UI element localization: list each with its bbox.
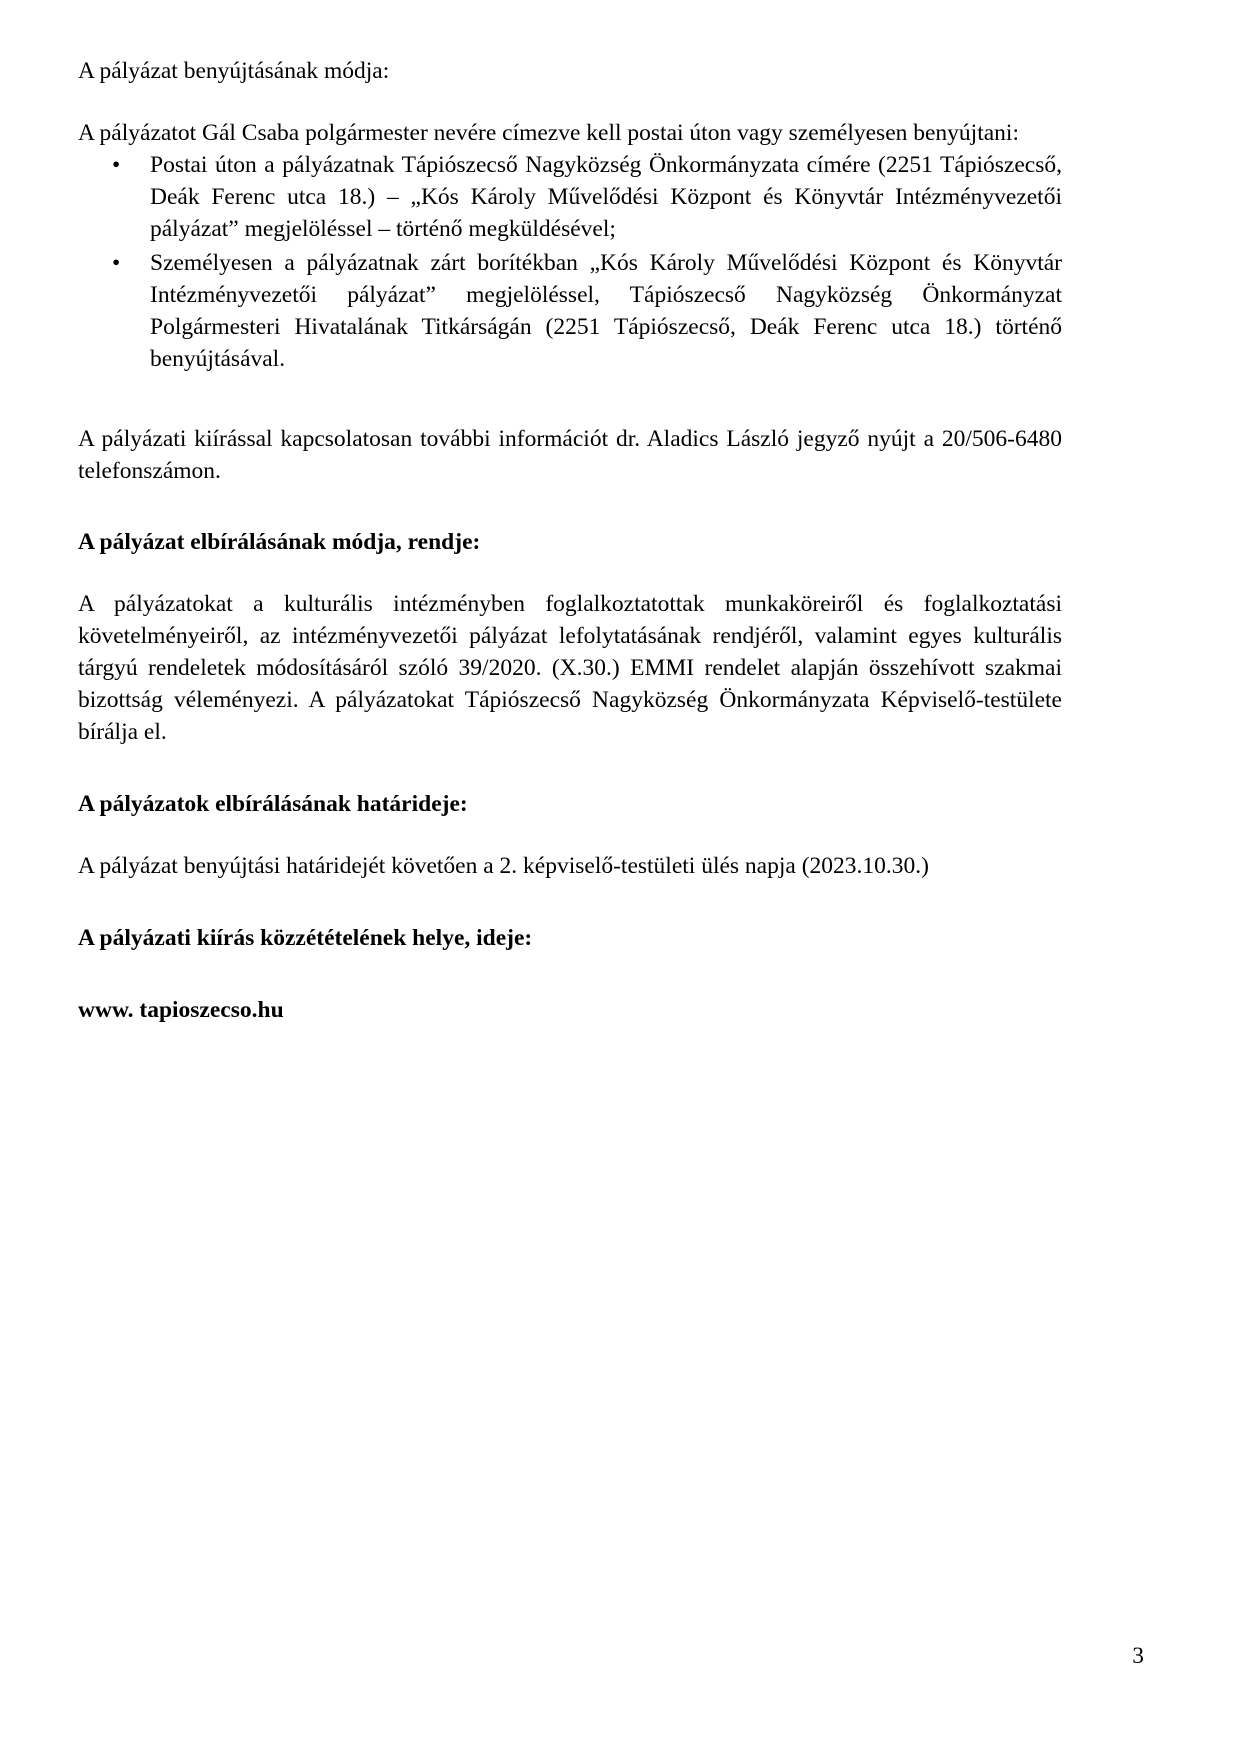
evaluation-method-paragraph: A pályázatokat a kulturális intézményben foglalkoztatottak munkaköreiről és foglalkoztatási követelményeiről, az intézményvezetői pályázat lefolytatásának rendjéről, valamint egyes kulturális tárgyú rendeletek módosításáról szóló 39/2020. (X.30.) EMMI rendelet alapján összehívott szakmai bizottság véleményezi. A pályázatokat Tápiószecső Nagyközség Önkormányzata Képviselő-testülete bírálja el. [78,591,1062,746]
evaluation-deadline-heading: A pályázatok elbírálásának határideje: [78,791,468,818]
contact-information-paragraph: A pályázati kiírással kapcsolatosan további információt dr. Aladics László jegyző nyújt a 20/506-6480 telefonszámon. [78,425,1062,484]
page-number: 3 [1132,1642,1144,1669]
spacer [78,559,1062,589]
spacer [78,883,1062,923]
bullet-icon: • [112,249,121,276]
spacer [78,955,1062,995]
submission-methods-list [78,150,1062,376]
list-item-text: Személyesen a pályázatnak zárt borítékban „Kós Károly Művelődési Központ és Könyvtár Intézményvezetői pályázat” megjelöléssel, Tápiószecső Nagyközség Önkormányzat Polgármesteri Hivatalának Titkárságán (2251 Tápiószecső, Deák Ferenc utca 18.) történő benyújtásával. [150,249,1062,372]
spacer [78,487,1062,527]
publication-website-url: www. tapioszecso.hu [78,997,284,1024]
evaluation-deadline-paragraph: A pályázat benyújtási határidejét követően a 2. képviselő-testületi ülés napja (2023.10.30.) [78,853,929,880]
list-item [78,248,1062,376]
spacer [78,821,1062,851]
publication-place-heading: A pályázati kiírás közzétételének helye, ideje: [78,925,533,952]
bullet-icon: • [112,151,121,178]
spacer [78,88,1062,118]
submission-intro-paragraph: A pályázatot Gál Csaba polgármester nevére címezve kell postai úton vagy személyesen benyújtani: [78,119,1019,146]
spacer [78,376,1062,424]
list-item-text: Postai úton a pályázatnak Tápiószecső Nagyközség Önkormányzata címére (2251 Tápiószecső, Deák Ferenc utca 18.) – „Kós Károly Művelődési Központ és Könyvtár Intézményvezetői pályázat” megjelöléssel – történő megküldésével; [150,151,1062,242]
list-item [78,150,1062,246]
document-body [78,56,1062,1027]
evaluation-method-heading: A pályázat elbírálásának módja, rendje: [78,529,481,556]
submission-method-label: A pályázat benyújtásának módja: [78,58,390,84]
spacer [78,749,1062,789]
